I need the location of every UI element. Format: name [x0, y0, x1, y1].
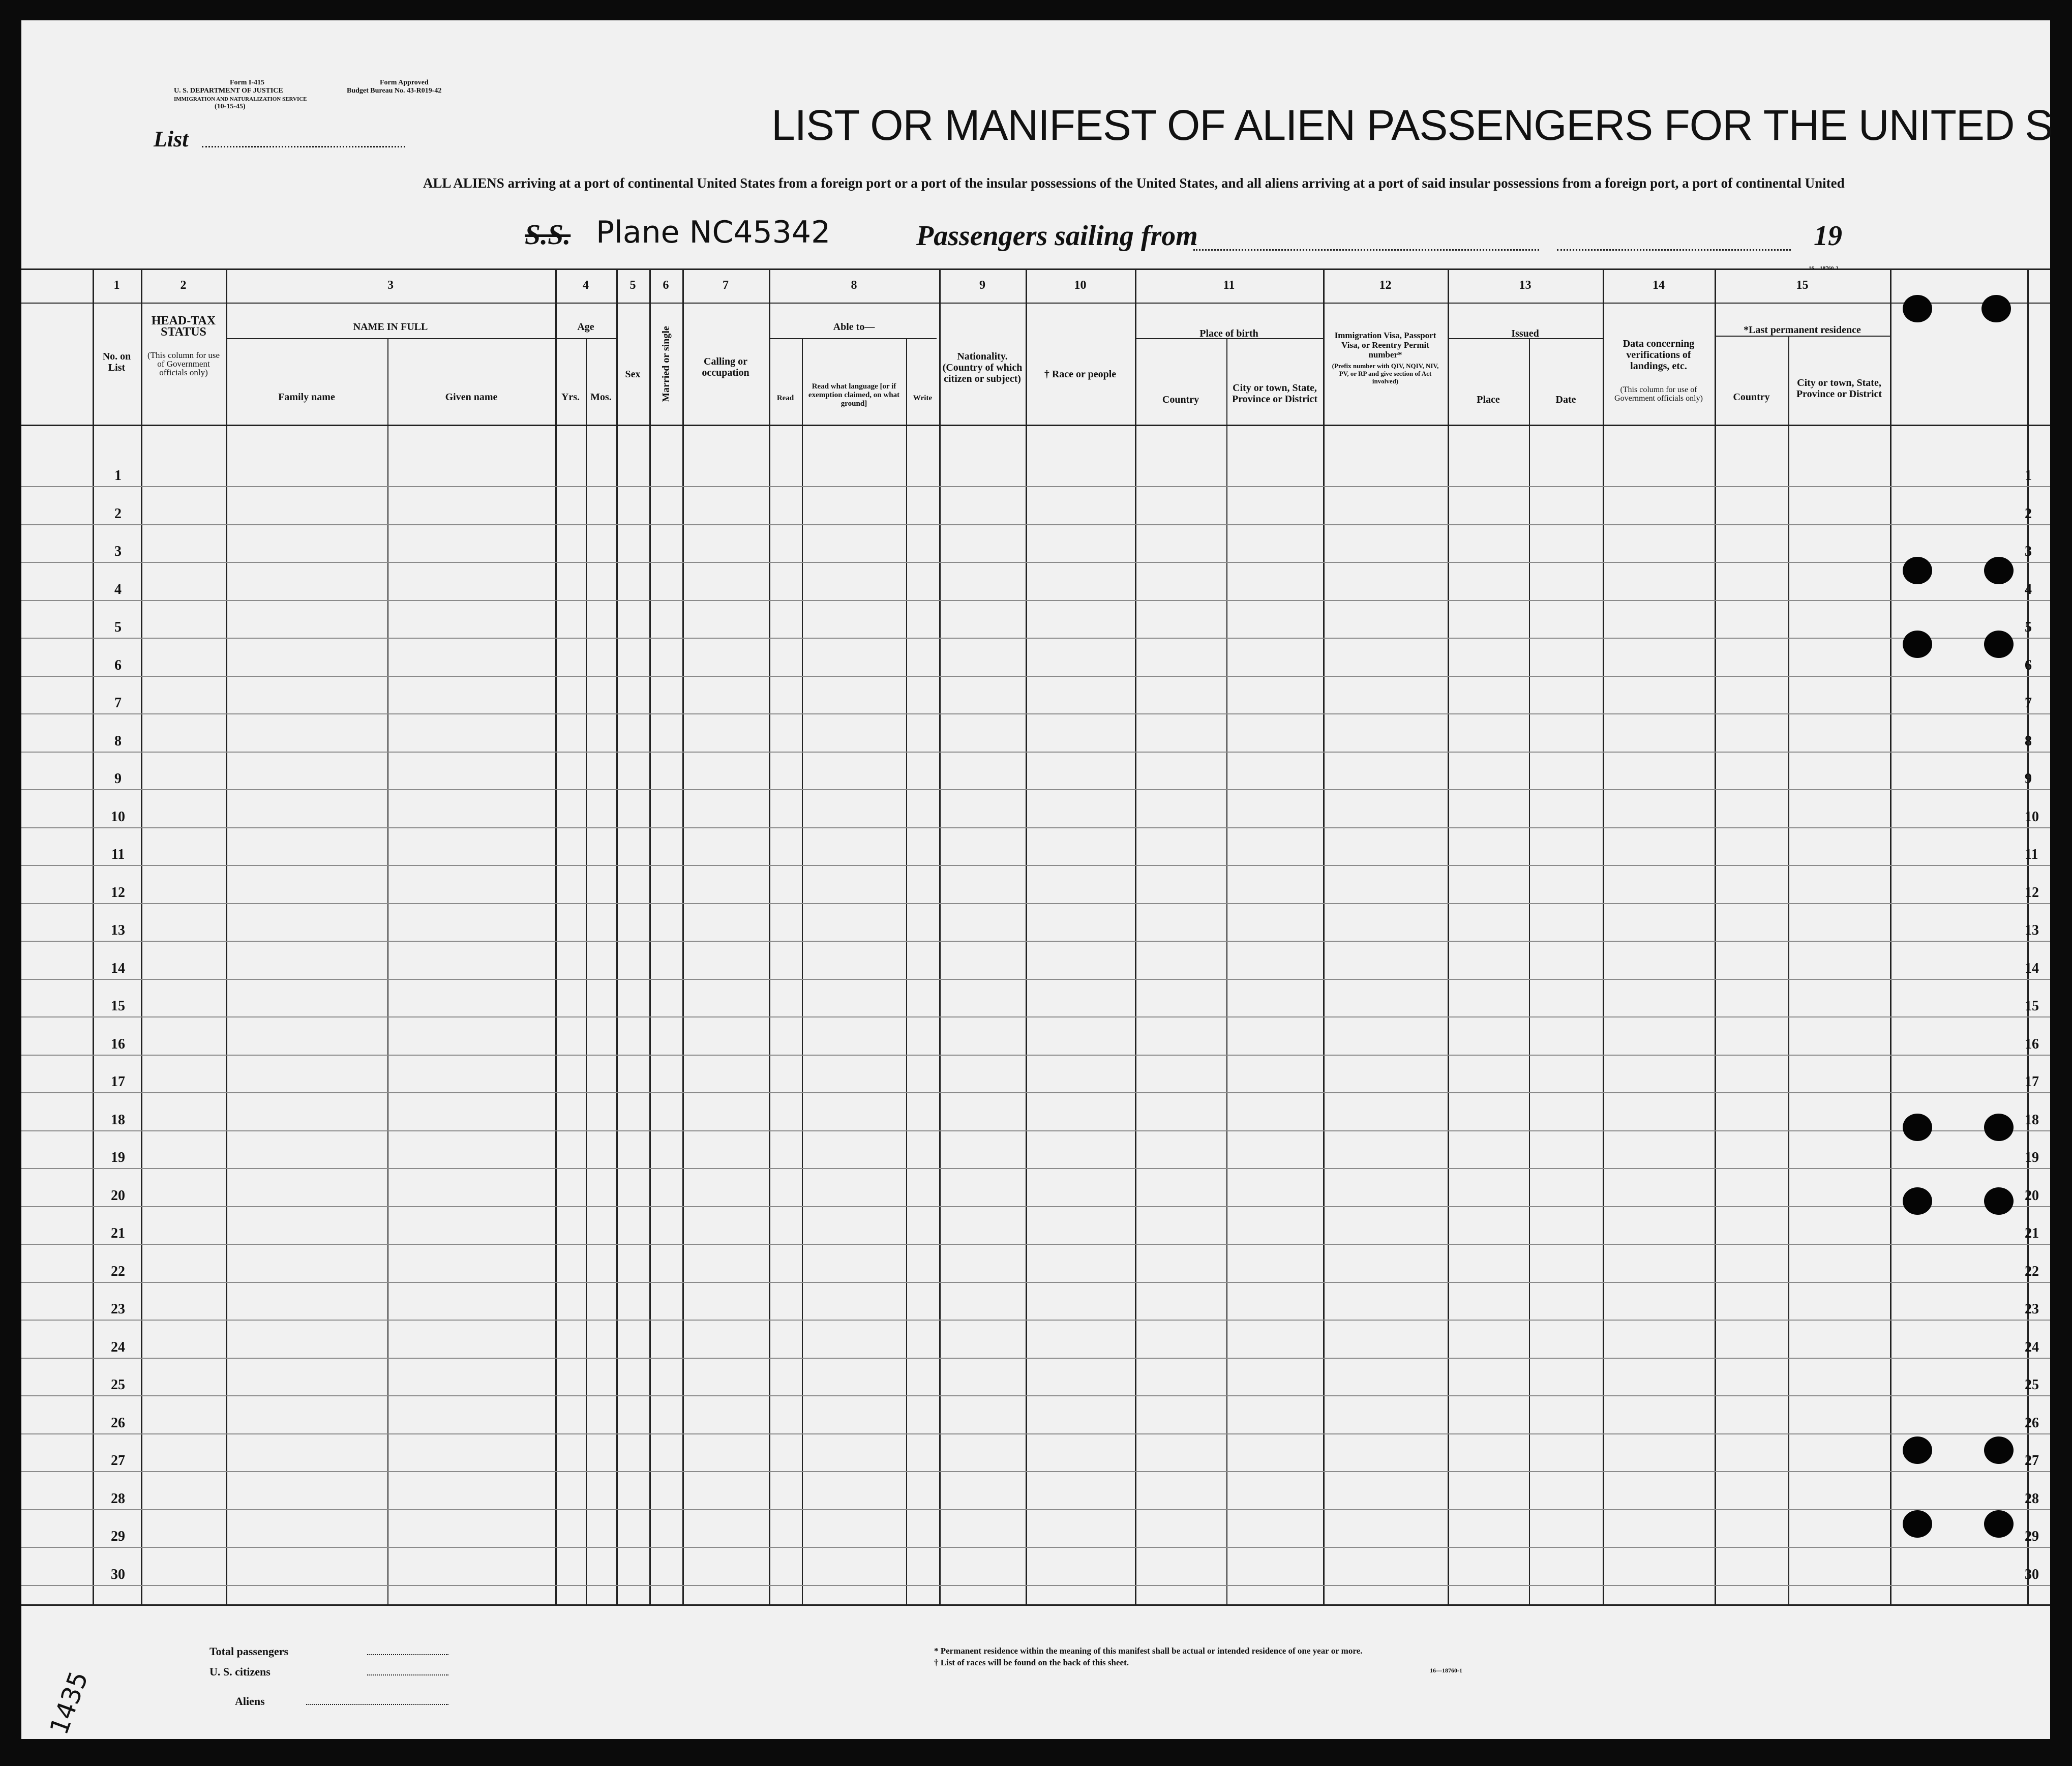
row-rule: [21, 1055, 2050, 1056]
punch-hole: [1984, 1187, 2014, 1215]
punch-hole: [1981, 295, 2011, 322]
row-rule: [21, 1282, 2050, 1283]
header-res-city: City or town, State, Province or District: [1796, 377, 1882, 400]
punch-hole: [1903, 295, 1932, 322]
approval-line2: Budget Bureau No. 43-R019-42: [347, 87, 442, 95]
punch-hole: [1984, 1436, 2014, 1464]
punch-hole: [1984, 631, 2014, 658]
punch-hole: [1984, 1114, 2014, 1141]
row-number: 7: [114, 695, 122, 711]
aliens-line: [306, 1704, 448, 1705]
row-number: 14: [111, 961, 125, 976]
header-data-note: (This column for use of Government officials only): [1614, 385, 1703, 403]
colnum-8: 8: [851, 279, 857, 292]
colnum-15: 15: [1796, 279, 1809, 292]
row-number: 26: [111, 1415, 125, 1431]
header-able-to: Able to—: [833, 321, 875, 333]
header-family-name: Family name: [278, 392, 335, 403]
header-mos: Mos.: [590, 392, 612, 403]
service: IMMIGRATION AND NATURALIZATION SERVICE: [174, 96, 307, 102]
row-number-edge: 15: [2025, 998, 2039, 1014]
footer-note-races: † List of races will be found on the back of this sheet.: [934, 1658, 1129, 1667]
row-number-edge: 23: [2025, 1301, 2039, 1317]
row-rule: [21, 827, 2050, 828]
footer-total-passengers: Total passengers: [209, 1645, 289, 1658]
row-rule: [21, 1130, 2050, 1131]
row-number: 13: [111, 922, 125, 938]
colnum-10: 10: [1074, 279, 1087, 292]
row-number-edge: 18: [2025, 1112, 2039, 1128]
row-number-edge: 30: [2025, 1567, 2039, 1582]
total-passengers-line: [367, 1654, 448, 1655]
year-prefix: 19: [1814, 220, 1842, 252]
row-number: 5: [114, 619, 122, 635]
header-sex: Sex: [625, 369, 641, 380]
header-read: Read: [776, 394, 794, 402]
row-number-edge: 27: [2025, 1453, 2039, 1469]
table-top-rule: [21, 268, 2050, 270]
list-number-line: [202, 146, 405, 147]
row-number-edge: 13: [2025, 922, 2039, 938]
row-number-edge: 17: [2025, 1074, 2039, 1090]
list-label: List: [154, 127, 189, 152]
row-number: 29: [111, 1529, 125, 1544]
residence-subrule: [1715, 336, 1890, 337]
row-number: 20: [111, 1188, 125, 1204]
punch-hole: [1984, 557, 2014, 584]
manifest-title-cut: S: [2025, 101, 2054, 149]
colnum-12: 12: [1379, 279, 1392, 292]
row-rule: [21, 713, 2050, 714]
able-subrule: [769, 338, 937, 339]
row-rule: [21, 1509, 2050, 1510]
header-yrs: Yrs.: [561, 392, 580, 403]
row-number: 22: [111, 1264, 125, 1279]
punch-hole: [1903, 1510, 1932, 1538]
row-number-edge: 26: [2025, 1415, 2039, 1431]
row-number: 9: [114, 771, 122, 787]
punch-hole: [1903, 1436, 1932, 1464]
punch-hole: [1903, 1187, 1932, 1215]
manifest-subtitle: ALL ALIENS arriving at a port of continental United States from a foreign port or a port of the insular possessions of the United States, and all aliens arriving at a port of said insular possessions from a foreign port, a port of continental United: [423, 175, 1845, 191]
row-number-edge: 6: [2025, 657, 2032, 673]
punch-hole: [1903, 1114, 1932, 1141]
sailing-date-line: [1557, 249, 1791, 251]
manifest-sheet: [21, 20, 2054, 1739]
punch-hole: [1984, 1510, 2014, 1538]
table-bottom-rule: [21, 1604, 2050, 1606]
header-calling: Calling or occupation: [702, 356, 749, 378]
row-number-edge: 10: [2025, 809, 2039, 825]
row-number: 19: [111, 1150, 125, 1165]
colnum-4: 4: [583, 279, 589, 292]
form-number: Form I-415: [230, 79, 265, 86]
row-number-edge: 11: [2025, 847, 2038, 862]
row-rule: [21, 865, 2050, 866]
footer-aliens: Aliens: [235, 1695, 265, 1708]
row-number-edge: 29: [2025, 1529, 2039, 1544]
row-number: 11: [111, 847, 125, 862]
row-number-edge: 2: [2025, 506, 2032, 522]
row-number-edge: 21: [2025, 1225, 2039, 1241]
row-number-edge: 1: [2025, 468, 2032, 484]
row-rule: [21, 1244, 2050, 1245]
row-number: 8: [114, 733, 122, 749]
row-rule: [21, 1547, 2050, 1548]
department: U. S. DEPARTMENT OF JUSTICE: [174, 87, 283, 95]
header-name-in-full: NAME IN FULL: [353, 321, 428, 333]
row-number: 30: [111, 1567, 125, 1582]
header-nationality: Nationality. (Country of which citizen or subject): [942, 351, 1023, 384]
colnum-5: 5: [629, 279, 636, 292]
row-number-edge: 9: [2025, 771, 2032, 787]
row-number: 27: [111, 1453, 125, 1469]
header-last-residence: *Last permanent residence: [1744, 324, 1861, 336]
row-number-edge: 12: [2025, 885, 2039, 901]
sailing-port-line: [1193, 249, 1539, 251]
row-rule: [21, 1320, 2050, 1321]
row-rule: [21, 1471, 2050, 1472]
us-citizens-line: [367, 1674, 448, 1675]
column-number-rule: [21, 303, 2050, 304]
header-birth-city: City or town, State, Province or District: [1232, 382, 1318, 405]
handwritten-number: 1435: [44, 1667, 94, 1739]
row-number-edge: 16: [2025, 1036, 2039, 1052]
header-bottom-rule: [21, 425, 2050, 426]
manifest-title: LIST OR MANIFEST OF ALIEN PASSENGERS FOR THE UNITED: [771, 101, 2015, 149]
header-issued-place: Place: [1477, 394, 1500, 405]
name-subrule: [226, 338, 555, 339]
row-number: 23: [111, 1301, 125, 1317]
row-rule: [21, 676, 2050, 677]
row-number: 15: [111, 998, 125, 1014]
row-number-edge: 24: [2025, 1339, 2039, 1355]
colnum-3: 3: [387, 279, 394, 292]
header-birth-country: Country: [1162, 394, 1199, 405]
header-race: † Race or people: [1044, 369, 1117, 380]
header-issued-date: Date: [1555, 394, 1576, 405]
row-rule: [21, 1433, 2050, 1434]
row-number: 10: [111, 809, 125, 825]
header-visa-note: (Prefix number with QIV, NQIV, NIV, PV, or RP and give section of Act involved): [1332, 362, 1439, 385]
row-number-edge: 19: [2025, 1150, 2039, 1165]
footer-note-residence: * Permanent residence within the meaning of this manifest shall be actual or intended residence of one year or more.: [934, 1646, 1363, 1656]
colnum-13: 13: [1519, 279, 1532, 292]
row-number: 12: [111, 885, 125, 901]
row-number: 17: [111, 1074, 125, 1090]
colnum-9: 9: [979, 279, 985, 292]
header-place-of-birth: Place of birth: [1199, 328, 1258, 339]
header-write: Write: [913, 394, 933, 402]
header-age: Age: [577, 321, 594, 333]
colnum-11: 11: [1223, 279, 1235, 292]
header-read-language: Read what language [or if exemption claimed, on what ground]: [808, 382, 900, 408]
row-number-edge: 7: [2025, 695, 2032, 711]
row-rule: [21, 979, 2050, 980]
row-rule: [21, 524, 2050, 525]
row-number: 6: [114, 657, 122, 673]
row-number: 28: [111, 1491, 125, 1507]
header-issued: Issued: [1511, 328, 1539, 339]
row-number: 21: [111, 1225, 125, 1241]
vessel-handwritten: Plane NC45342: [596, 215, 831, 250]
colnum-2: 2: [180, 279, 187, 292]
header-head-tax-note: (This column for use of Government officials only): [147, 350, 220, 377]
colnum-14: 14: [1653, 279, 1665, 292]
row-number-edge: 25: [2025, 1377, 2039, 1393]
colnum-1: 1: [113, 279, 120, 292]
row-rule: [21, 1092, 2050, 1093]
row-number-edge: 4: [2025, 582, 2032, 597]
colnum-6: 6: [663, 279, 669, 292]
row-number: 1: [114, 468, 122, 484]
row-rule: [21, 1206, 2050, 1207]
row-number: 16: [111, 1036, 125, 1052]
header-no-on-list: No. on List: [102, 351, 131, 373]
header-married: Married or single: [660, 326, 672, 402]
punch-hole: [1903, 557, 1932, 584]
row-number: 3: [114, 544, 122, 559]
row-rule: [21, 638, 2050, 639]
row-rule: [21, 789, 2050, 790]
row-rule: [21, 1395, 2050, 1396]
sailing-label: Passengers sailing from: [916, 220, 1198, 252]
row-rule: [21, 1358, 2050, 1359]
row-rule: [21, 752, 2050, 753]
header-res-country: Country: [1733, 392, 1770, 403]
row-number-edge: 8: [2025, 733, 2032, 749]
row-rule: [21, 486, 2050, 487]
header-visa: Immigration Visa, Passport Visa, or Reentry Permit number*: [1334, 331, 1436, 360]
row-number: 2: [114, 506, 122, 522]
row-number-edge: 5: [2025, 619, 2032, 635]
row-number-edge: 22: [2025, 1264, 2039, 1279]
approval-line1: Form Approved: [380, 79, 429, 86]
footer-print-code: 16—18760-1: [1430, 1667, 1462, 1674]
row-rule: [21, 1585, 2050, 1586]
row-number-edge: 14: [2025, 961, 2039, 976]
header-head-tax: HEAD-TAX STATUS: [151, 314, 216, 339]
row-number: 24: [111, 1339, 125, 1355]
row-number: 18: [111, 1112, 125, 1128]
row-rule: [21, 941, 2050, 942]
row-rule: [21, 903, 2050, 904]
punch-hole: [1903, 631, 1932, 658]
row-number-edge: 3: [2025, 544, 2032, 559]
row-number-edge: 28: [2025, 1491, 2039, 1507]
footer-us-citizens: U. S. citizens: [209, 1665, 271, 1678]
form-date: (10-15-45): [215, 103, 246, 110]
row-rule: [21, 562, 2050, 563]
row-number: 25: [111, 1377, 125, 1393]
vessel-prefix: S.S.: [525, 219, 571, 251]
row-number: 4: [114, 582, 122, 597]
header-data-concerning: Data concerning verifications of landings, etc.: [1623, 338, 1695, 372]
header-given-name: Given name: [445, 392, 498, 403]
row-rule: [21, 1016, 2050, 1017]
row-number-edge: 20: [2025, 1188, 2039, 1204]
row-rule: [21, 1168, 2050, 1169]
row-rule: [21, 600, 2050, 601]
colnum-7: 7: [723, 279, 729, 292]
